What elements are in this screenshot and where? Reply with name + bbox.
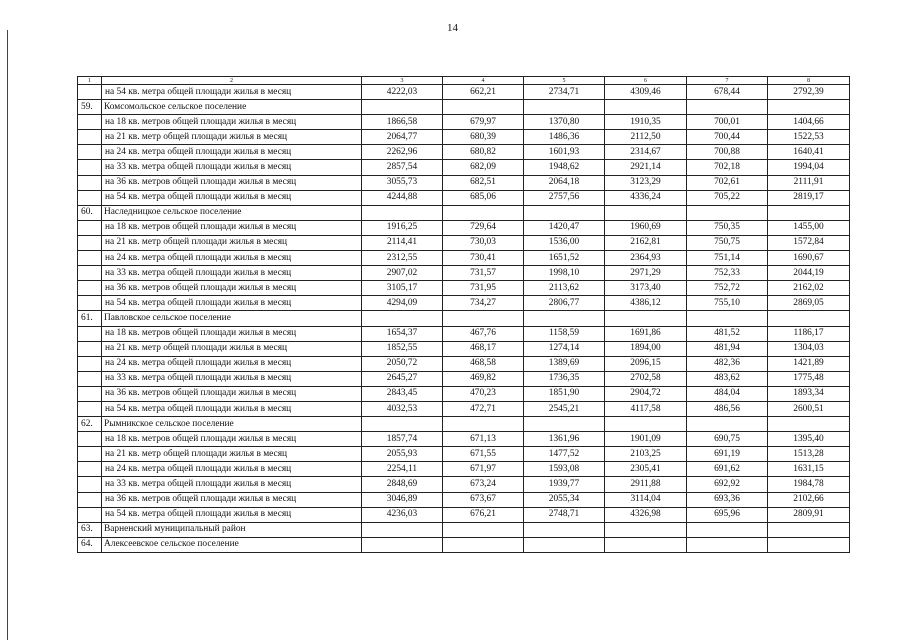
- settlement-name: Павловское сельское поселение: [102, 311, 362, 326]
- row-number: [78, 356, 102, 371]
- table-row: [78, 266, 850, 281]
- row-description: на 24 кв. метра общей площади жилья в месяц: [102, 356, 362, 371]
- row-number: [78, 281, 102, 296]
- row-number: [78, 160, 102, 175]
- value-cell-col-7: [687, 537, 768, 552]
- row-number: [78, 130, 102, 145]
- value-cell-col-7: 752,72: [687, 281, 768, 296]
- value-cell-col-8: 1893,34: [768, 386, 850, 401]
- value-cell-col-6: [605, 522, 687, 537]
- value-cell-col-7: 481,52: [687, 326, 768, 341]
- column-header: 2: [102, 77, 362, 85]
- value-cell-col-8: 1404,66: [768, 115, 850, 130]
- value-cell-col-4: 682,51: [443, 175, 524, 190]
- scan-edge-line: [7, 30, 8, 640]
- value-cell-col-7: 486,56: [687, 401, 768, 416]
- value-cell-col-5: 1939,77: [524, 477, 605, 492]
- value-cell-col-3: 2843,45: [362, 386, 443, 401]
- value-cell-col-3: 2050,72: [362, 356, 443, 371]
- value-cell-col-6: 2162,81: [605, 235, 687, 250]
- value-cell-col-5: 1736,35: [524, 371, 605, 386]
- value-cell-col-5: 1274,14: [524, 341, 605, 356]
- value-cell-col-5: 1420,47: [524, 220, 605, 235]
- column-header: 7: [687, 77, 768, 85]
- value-cell-col-3: 2064,77: [362, 130, 443, 145]
- value-cell-col-4: [443, 537, 524, 552]
- row-description: на 36 кв. метров общей площади жилья в месяц: [102, 386, 362, 401]
- row-description: на 54 кв. метра общей площади жилья в месяц: [102, 190, 362, 205]
- value-cell-col-3: 4244,88: [362, 190, 443, 205]
- value-cell-col-7: 702,18: [687, 160, 768, 175]
- value-cell-col-8: [768, 100, 850, 115]
- value-cell-col-8: 1640,41: [768, 145, 850, 160]
- value-cell-col-6: 1910,35: [605, 115, 687, 130]
- value-cell-col-5: [524, 311, 605, 326]
- value-cell-col-4: 671,13: [443, 432, 524, 447]
- value-cell-col-8: 1690,67: [768, 251, 850, 266]
- table-row: [78, 507, 850, 522]
- value-cell-col-4: 468,58: [443, 356, 524, 371]
- value-cell-col-4: 731,57: [443, 266, 524, 281]
- value-cell-col-5: 1601,93: [524, 145, 605, 160]
- value-cell-col-4: [443, 205, 524, 220]
- value-cell-col-7: 750,35: [687, 220, 768, 235]
- value-cell-col-6: 1894,00: [605, 341, 687, 356]
- value-cell-col-6: 1691,86: [605, 326, 687, 341]
- value-cell-col-8: 2792,39: [768, 85, 850, 100]
- row-number: [78, 386, 102, 401]
- value-cell-col-5: [524, 417, 605, 432]
- value-cell-col-4: 729,64: [443, 220, 524, 235]
- table-row: [78, 356, 850, 371]
- value-cell-col-4: 470,23: [443, 386, 524, 401]
- table-row: [78, 251, 850, 266]
- value-cell-col-5: 1361,96: [524, 432, 605, 447]
- value-cell-col-7: 702,61: [687, 175, 768, 190]
- value-cell-col-4: 731,95: [443, 281, 524, 296]
- value-cell-col-6: 2904,72: [605, 386, 687, 401]
- value-cell-col-8: [768, 205, 850, 220]
- value-cell-col-6: 1960,69: [605, 220, 687, 235]
- table-row: [78, 85, 850, 100]
- value-cell-col-5: 2113,62: [524, 281, 605, 296]
- section-row: [78, 100, 850, 115]
- value-cell-col-5: 2757,56: [524, 190, 605, 205]
- row-description: на 21 кв. метр общей площади жилья в месяц: [102, 447, 362, 462]
- value-cell-col-7: 700,01: [687, 115, 768, 130]
- value-cell-col-3: [362, 417, 443, 432]
- value-cell-col-4: 662,21: [443, 85, 524, 100]
- value-cell-col-5: 2064,18: [524, 175, 605, 190]
- table-row: [78, 341, 850, 356]
- value-cell-col-4: 680,39: [443, 130, 524, 145]
- row-description: на 24 кв. метра общей площади жилья в месяц: [102, 251, 362, 266]
- table-row: [78, 477, 850, 492]
- row-number: 59.: [78, 100, 102, 115]
- value-cell-col-6: 4309,46: [605, 85, 687, 100]
- value-cell-col-7: [687, 205, 768, 220]
- value-cell-col-4: 676,21: [443, 507, 524, 522]
- value-cell-col-6: [605, 417, 687, 432]
- column-header: 8: [768, 77, 850, 85]
- row-description: на 54 кв. метра общей площади жилья в месяц: [102, 507, 362, 522]
- row-description: на 33 кв. метра общей площади жилья в месяц: [102, 160, 362, 175]
- value-cell-col-7: [687, 311, 768, 326]
- value-cell-col-4: [443, 417, 524, 432]
- value-cell-col-8: 2102,66: [768, 492, 850, 507]
- value-cell-col-6: 4117,58: [605, 401, 687, 416]
- value-cell-col-3: 3046,89: [362, 492, 443, 507]
- value-cell-col-8: 1775,48: [768, 371, 850, 386]
- section-row: [78, 205, 850, 220]
- table-body: [78, 77, 850, 553]
- value-cell-col-6: 2112,50: [605, 130, 687, 145]
- row-number: [78, 432, 102, 447]
- row-description: на 36 кв. метров общей площади жилья в месяц: [102, 492, 362, 507]
- value-cell-col-8: 1395,40: [768, 432, 850, 447]
- row-description: на 36 кв. метров общей площади жилья в месяц: [102, 281, 362, 296]
- value-cell-col-7: 700,44: [687, 130, 768, 145]
- table-row: [78, 190, 850, 205]
- row-number: [78, 115, 102, 130]
- value-cell-col-3: 1866,58: [362, 115, 443, 130]
- value-cell-col-6: 4336,24: [605, 190, 687, 205]
- value-cell-col-5: 1477,52: [524, 447, 605, 462]
- section-row: [78, 311, 850, 326]
- value-cell-col-6: 2921,14: [605, 160, 687, 175]
- value-cell-col-3: 4294,09: [362, 296, 443, 311]
- value-cell-col-5: 1486,36: [524, 130, 605, 145]
- value-cell-col-7: 691,19: [687, 447, 768, 462]
- value-cell-col-7: 693,36: [687, 492, 768, 507]
- row-number: [78, 371, 102, 386]
- value-cell-col-6: 2305,41: [605, 462, 687, 477]
- value-cell-col-4: 467,76: [443, 326, 524, 341]
- row-description: на 54 кв. метра общей площади жилья в месяц: [102, 296, 362, 311]
- value-cell-col-5: [524, 205, 605, 220]
- value-cell-col-7: 752,33: [687, 266, 768, 281]
- value-cell-col-4: [443, 522, 524, 537]
- value-cell-col-3: 1857,74: [362, 432, 443, 447]
- value-cell-col-6: 2911,88: [605, 477, 687, 492]
- row-number: [78, 145, 102, 160]
- section-row: [78, 417, 850, 432]
- value-cell-col-3: 2857,54: [362, 160, 443, 175]
- table-row: [78, 386, 850, 401]
- value-cell-col-3: 2262,96: [362, 145, 443, 160]
- value-cell-col-5: [524, 522, 605, 537]
- column-header: 5: [524, 77, 605, 85]
- row-description: на 36 кв. метров общей площади жилья в месяц: [102, 175, 362, 190]
- value-cell-col-7: 692,92: [687, 477, 768, 492]
- value-cell-col-8: 2162,02: [768, 281, 850, 296]
- value-cell-col-8: 1421,89: [768, 356, 850, 371]
- value-cell-col-4: 468,17: [443, 341, 524, 356]
- value-cell-col-5: 2545,21: [524, 401, 605, 416]
- value-cell-col-3: 4236,03: [362, 507, 443, 522]
- page-number: 14: [447, 22, 458, 34]
- row-description: на 24 кв. метра общей площади жилья в месяц: [102, 462, 362, 477]
- value-cell-col-3: [362, 100, 443, 115]
- value-cell-col-8: 1572,84: [768, 235, 850, 250]
- row-number: 63.: [78, 522, 102, 537]
- value-cell-col-3: [362, 205, 443, 220]
- value-cell-col-3: 2114,41: [362, 235, 443, 250]
- value-cell-col-3: 1654,37: [362, 326, 443, 341]
- value-cell-col-7: [687, 522, 768, 537]
- value-cell-col-5: 2055,34: [524, 492, 605, 507]
- value-cell-col-3: 3105,17: [362, 281, 443, 296]
- value-cell-col-5: 1851,90: [524, 386, 605, 401]
- value-cell-col-6: 3114,04: [605, 492, 687, 507]
- value-cell-col-4: [443, 311, 524, 326]
- tariff-table: [77, 76, 850, 553]
- value-cell-col-4: [443, 100, 524, 115]
- table-row: [78, 115, 850, 130]
- row-description: на 54 кв. метра общей площади жилья в месяц: [102, 85, 362, 100]
- value-cell-col-7: 484,04: [687, 386, 768, 401]
- table-row: [78, 296, 850, 311]
- section-row: [78, 522, 850, 537]
- value-cell-col-6: 3173,40: [605, 281, 687, 296]
- value-cell-col-7: [687, 417, 768, 432]
- value-cell-col-8: [768, 522, 850, 537]
- value-cell-col-8: 1455,00: [768, 220, 850, 235]
- row-number: 61.: [78, 311, 102, 326]
- table-row: [78, 447, 850, 462]
- value-cell-col-8: 1984,78: [768, 477, 850, 492]
- value-cell-col-4: 671,97: [443, 462, 524, 477]
- table-row: [78, 175, 850, 190]
- settlement-name: Варненский муниципальный район: [102, 522, 362, 537]
- row-description: на 21 кв. метр общей площади жилья в месяц: [102, 235, 362, 250]
- value-cell-col-8: 1186,17: [768, 326, 850, 341]
- value-cell-col-8: 2819,17: [768, 190, 850, 205]
- value-cell-col-3: 1852,55: [362, 341, 443, 356]
- value-cell-col-7: 483,62: [687, 371, 768, 386]
- value-cell-col-3: 2907,02: [362, 266, 443, 281]
- value-cell-col-7: [687, 100, 768, 115]
- settlement-name: Комсомольское сельское поселение: [102, 100, 362, 115]
- value-cell-col-7: 695,96: [687, 507, 768, 522]
- value-cell-col-3: 2312,55: [362, 251, 443, 266]
- value-cell-col-8: 1522,53: [768, 130, 850, 145]
- value-cell-col-5: 1389,69: [524, 356, 605, 371]
- row-number: [78, 477, 102, 492]
- value-cell-col-6: 1901,09: [605, 432, 687, 447]
- table-row: [78, 462, 850, 477]
- row-number: [78, 85, 102, 100]
- value-cell-col-3: 2055,93: [362, 447, 443, 462]
- table-row: [78, 371, 850, 386]
- value-cell-col-6: 4326,98: [605, 507, 687, 522]
- value-cell-col-7: 678,44: [687, 85, 768, 100]
- value-cell-col-6: [605, 537, 687, 552]
- value-cell-col-4: 682,09: [443, 160, 524, 175]
- value-cell-col-6: 3123,29: [605, 175, 687, 190]
- value-cell-col-6: [605, 100, 687, 115]
- row-number: [78, 492, 102, 507]
- value-cell-col-7: 691,62: [687, 462, 768, 477]
- value-cell-col-3: 4032,53: [362, 401, 443, 416]
- column-header: 1: [78, 77, 102, 85]
- table-row: [78, 401, 850, 416]
- value-cell-col-4: 680,82: [443, 145, 524, 160]
- row-number: 60.: [78, 205, 102, 220]
- value-cell-col-6: 2702,58: [605, 371, 687, 386]
- value-cell-col-5: 1998,10: [524, 266, 605, 281]
- value-cell-col-4: 671,55: [443, 447, 524, 462]
- row-number: [78, 190, 102, 205]
- settlement-name: Наследницкое сельское поселение: [102, 205, 362, 220]
- value-cell-col-4: 673,24: [443, 477, 524, 492]
- settlement-name: Алексеевское сельское поселение: [102, 537, 362, 552]
- value-cell-col-6: 4386,12: [605, 296, 687, 311]
- value-cell-col-7: 750,75: [687, 235, 768, 250]
- row-description: на 18 кв. метров общей площади жилья в месяц: [102, 220, 362, 235]
- value-cell-col-4: 730,41: [443, 251, 524, 266]
- row-number: [78, 266, 102, 281]
- value-cell-col-5: 1948,62: [524, 160, 605, 175]
- value-cell-col-8: [768, 537, 850, 552]
- row-description: на 24 кв. метра общей площади жилья в месяц: [102, 145, 362, 160]
- value-cell-col-5: 1370,80: [524, 115, 605, 130]
- column-number-row: [78, 77, 850, 85]
- value-cell-col-8: 1513,28: [768, 447, 850, 462]
- row-description: на 33 кв. метра общей площади жилья в месяц: [102, 477, 362, 492]
- row-number: 64.: [78, 537, 102, 552]
- value-cell-col-6: 2364,93: [605, 251, 687, 266]
- value-cell-col-7: 482,36: [687, 356, 768, 371]
- column-header: 3: [362, 77, 443, 85]
- row-number: [78, 220, 102, 235]
- value-cell-col-6: [605, 205, 687, 220]
- row-number: [78, 296, 102, 311]
- value-cell-col-7: 705,22: [687, 190, 768, 205]
- value-cell-col-5: [524, 100, 605, 115]
- row-number: [78, 341, 102, 356]
- row-description: на 33 кв. метра общей площади жилья в месяц: [102, 266, 362, 281]
- value-cell-col-3: 2848,69: [362, 477, 443, 492]
- row-description: на 18 кв. метров общей площади жилья в месяц: [102, 115, 362, 130]
- value-cell-col-4: 472,71: [443, 401, 524, 416]
- value-cell-col-6: [605, 311, 687, 326]
- value-cell-col-8: 2869,05: [768, 296, 850, 311]
- value-cell-col-8: 2809,91: [768, 507, 850, 522]
- value-cell-col-4: 673,67: [443, 492, 524, 507]
- value-cell-col-4: 685,06: [443, 190, 524, 205]
- row-number: [78, 326, 102, 341]
- value-cell-col-6: 2103,25: [605, 447, 687, 462]
- value-cell-col-5: 1593,08: [524, 462, 605, 477]
- row-number: 62.: [78, 417, 102, 432]
- settlement-name: Рымникское сельское поселение: [102, 417, 362, 432]
- value-cell-col-5: 1158,59: [524, 326, 605, 341]
- value-cell-col-3: 2254,11: [362, 462, 443, 477]
- row-number: [78, 507, 102, 522]
- row-description: на 33 кв. метра общей площади жилья в месяц: [102, 371, 362, 386]
- table-row: [78, 281, 850, 296]
- value-cell-col-8: 1304,03: [768, 341, 850, 356]
- value-cell-col-8: 1631,15: [768, 462, 850, 477]
- value-cell-col-8: 2111,91: [768, 175, 850, 190]
- value-cell-col-7: 700,88: [687, 145, 768, 160]
- row-number: [78, 447, 102, 462]
- value-cell-col-8: 1994,04: [768, 160, 850, 175]
- value-cell-col-4: 734,27: [443, 296, 524, 311]
- row-description: на 54 кв. метра общей площади жилья в месяц: [102, 401, 362, 416]
- table-row: [78, 326, 850, 341]
- value-cell-col-8: [768, 311, 850, 326]
- value-cell-col-3: [362, 522, 443, 537]
- value-cell-col-3: [362, 311, 443, 326]
- value-cell-col-3: 3055,73: [362, 175, 443, 190]
- value-cell-col-7: 690,75: [687, 432, 768, 447]
- table-row: [78, 130, 850, 145]
- value-cell-col-5: 2748,71: [524, 507, 605, 522]
- value-cell-col-4: 730,03: [443, 235, 524, 250]
- value-cell-col-8: 2600,51: [768, 401, 850, 416]
- value-cell-col-7: 751,14: [687, 251, 768, 266]
- value-cell-col-7: 481,94: [687, 341, 768, 356]
- row-number: [78, 251, 102, 266]
- value-cell-col-8: [768, 417, 850, 432]
- value-cell-col-3: [362, 537, 443, 552]
- table-row: [78, 145, 850, 160]
- row-description: на 21 кв. метр общей площади жилья в месяц: [102, 341, 362, 356]
- table-row: [78, 220, 850, 235]
- value-cell-col-7: 755,10: [687, 296, 768, 311]
- value-cell-col-8: 2044,19: [768, 266, 850, 281]
- row-number: [78, 401, 102, 416]
- table-row: [78, 432, 850, 447]
- value-cell-col-4: 469,82: [443, 371, 524, 386]
- table-row: [78, 235, 850, 250]
- table-row: [78, 492, 850, 507]
- value-cell-col-5: 1651,52: [524, 251, 605, 266]
- value-cell-col-5: 1536,00: [524, 235, 605, 250]
- column-header: 4: [443, 77, 524, 85]
- value-cell-col-6: 2314,67: [605, 145, 687, 160]
- value-cell-col-6: 2096,15: [605, 356, 687, 371]
- value-cell-col-3: 4222,03: [362, 85, 443, 100]
- value-cell-col-3: 2645,27: [362, 371, 443, 386]
- value-cell-col-5: [524, 537, 605, 552]
- value-cell-col-5: 2734,71: [524, 85, 605, 100]
- row-description: на 18 кв. метров общей площади жилья в месяц: [102, 432, 362, 447]
- row-number: [78, 235, 102, 250]
- row-description: на 18 кв. метров общей площади жилья в месяц: [102, 326, 362, 341]
- column-header: 6: [605, 77, 687, 85]
- row-number: [78, 175, 102, 190]
- row-number: [78, 462, 102, 477]
- row-description: на 21 кв. метр общей площади жилья в месяц: [102, 130, 362, 145]
- value-cell-col-6: 2971,29: [605, 266, 687, 281]
- value-cell-col-3: 1916,25: [362, 220, 443, 235]
- value-cell-col-5: 2806,77: [524, 296, 605, 311]
- table-row: [78, 160, 850, 175]
- value-cell-col-4: 679,97: [443, 115, 524, 130]
- section-row: [78, 537, 850, 552]
